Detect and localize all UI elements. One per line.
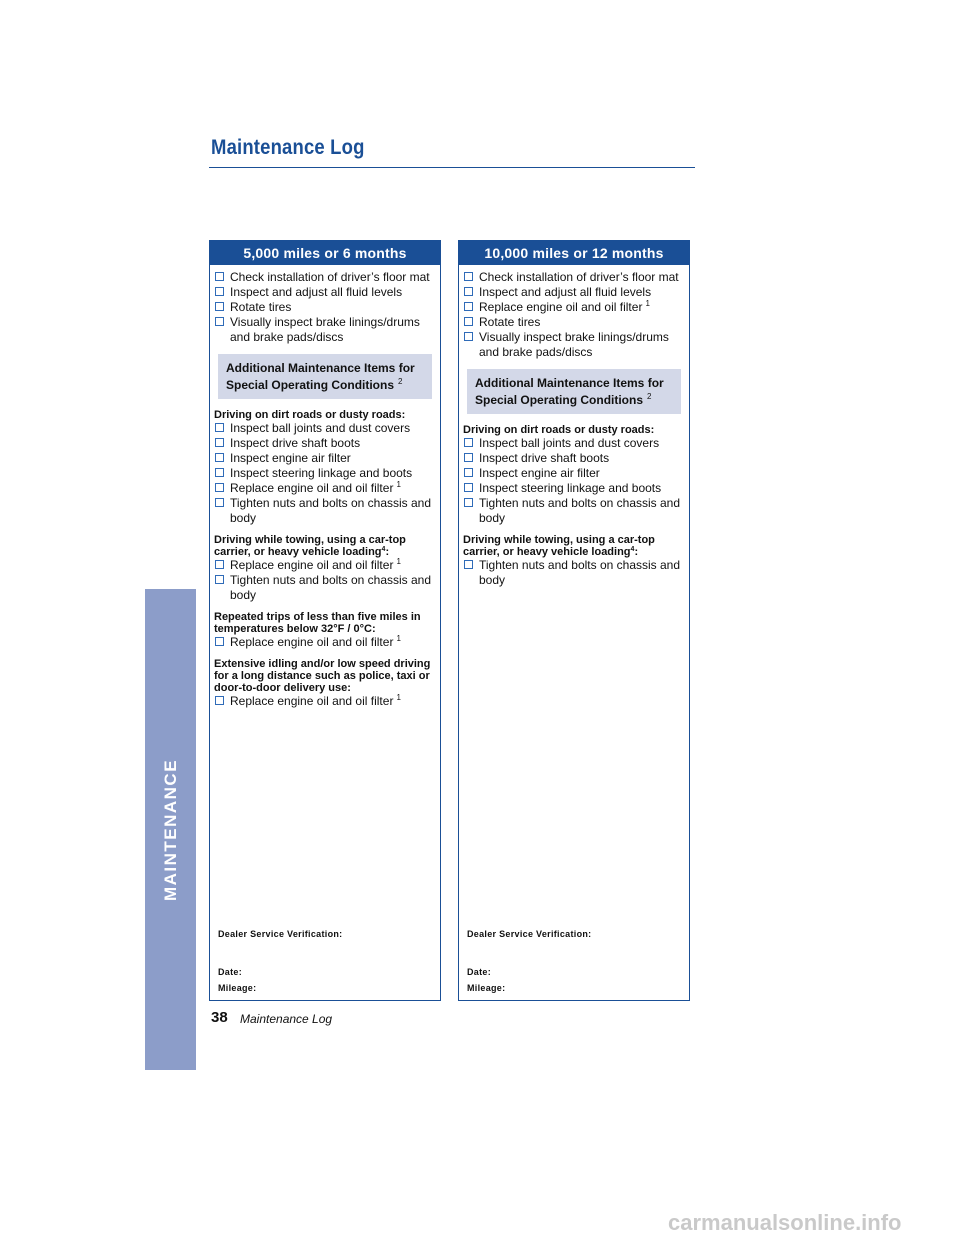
- checklist-item: [463, 451, 685, 466]
- footnote-ref: 1: [396, 480, 401, 489]
- additional-line1: Additional Maintenance Items for: [226, 361, 415, 375]
- checklist-item-text: Tighten nuts and bolts on chassis and body: [230, 573, 432, 602]
- additional-line2: Special Operating Conditions $^2$: [475, 392, 652, 407]
- checklist-item: [463, 481, 685, 496]
- condition-heading: Driving on dirt roads or dusty roads:: [214, 409, 406, 421]
- checkbox[interactable]: [464, 302, 473, 311]
- checklist-item: [463, 330, 685, 360]
- checklist-item: [214, 451, 436, 466]
- checkbox[interactable]: [215, 637, 224, 646]
- checklist-item: [214, 496, 436, 526]
- checklist-item: [214, 315, 436, 345]
- checklist-item-text: Rotate tires: [479, 315, 541, 329]
- dealer-verification-label: Dealer Service Verification:: [467, 929, 592, 939]
- checklist-item-text: Inspect and adjust all fluid levels: [230, 285, 403, 299]
- checklist-item-text: Inspect ball joints and dust covers: [230, 421, 411, 435]
- checklist-item: [463, 300, 685, 315]
- checkbox[interactable]: [464, 483, 473, 492]
- panel-header: 10,000 miles or 12 months: [459, 241, 689, 265]
- checklist-item: [214, 694, 436, 709]
- checklist-item-text: Rotate tires: [230, 300, 292, 314]
- panel-body: [459, 265, 689, 588]
- checklist-item: [463, 436, 685, 451]
- interval-panel-10000: [458, 240, 690, 1001]
- checklist-item-text: Replace engine oil and oil filter: [230, 694, 394, 708]
- checkbox[interactable]: [215, 287, 224, 296]
- checklist-item: [214, 436, 436, 451]
- checklist-item-text: Check installation of driver’s floor mat: [230, 270, 430, 284]
- checkbox[interactable]: [215, 423, 224, 432]
- checklist-item: [463, 496, 685, 526]
- checklist-item: [214, 466, 436, 481]
- checklist-item: [214, 481, 436, 496]
- page-number: 38: [211, 1009, 228, 1026]
- condition-heading: Driving on dirt roads or dusty roads:: [463, 424, 655, 436]
- checklist-item-text: Inspect engine air filter: [479, 466, 600, 480]
- checklist-item: [214, 300, 436, 315]
- condition-heading: Driving while towing, using a car-top carrier, or heavy vehicle loading$^4$:: [214, 534, 406, 558]
- additional-line1: Additional Maintenance Items for: [475, 376, 664, 390]
- checkbox[interactable]: [215, 453, 224, 462]
- checkbox[interactable]: [464, 498, 473, 507]
- additional-line2: Special Operating Conditions $^2$: [226, 377, 403, 392]
- title-divider: [209, 167, 695, 168]
- base-items: [214, 270, 436, 345]
- footnote-ref: 1: [396, 693, 401, 702]
- checklist-item: [463, 285, 685, 300]
- panel-header: 5,000 miles or 6 months: [210, 241, 440, 265]
- mileage-label: Mileage:: [467, 983, 506, 993]
- panel-body: [210, 265, 440, 709]
- checkbox[interactable]: [215, 498, 224, 507]
- checkbox[interactable]: [215, 483, 224, 492]
- mileage-label: Mileage:: [218, 983, 257, 993]
- checkbox[interactable]: [464, 317, 473, 326]
- checklist-item: [463, 558, 685, 588]
- checklist-item: [463, 315, 685, 330]
- checklist-item-text: Inspect steering linkage and boots: [230, 466, 413, 480]
- checklist-item: [214, 270, 436, 285]
- page-title: Maintenance Log: [211, 136, 365, 159]
- footer-section-label: Maintenance Log: [240, 1012, 333, 1026]
- footnote-ref: 1: [645, 299, 650, 308]
- checklist-item: [214, 573, 436, 603]
- checklist-item-text: Replace engine oil and oil filter: [230, 635, 394, 649]
- conditions: [214, 409, 436, 709]
- checklist-item-text: Visually inspect brake linings/drums and brake pads/discs: [230, 315, 420, 344]
- side-tab: [145, 589, 196, 1070]
- dealer-verification-label: Dealer Service Verification:: [218, 929, 343, 939]
- checkbox[interactable]: [464, 332, 473, 341]
- checklist-item-text: Visually inspect brake linings/drums and brake pads/discs: [479, 330, 669, 359]
- checklist-item-text: Inspect drive shaft boots: [230, 436, 361, 450]
- checklist-item: [463, 270, 685, 285]
- checklist-item-text: Inspect and adjust all fluid levels: [479, 285, 652, 299]
- additional-items-box: [467, 369, 681, 414]
- checkbox[interactable]: [215, 302, 224, 311]
- checkbox[interactable]: [464, 560, 473, 569]
- checkbox[interactable]: [215, 272, 224, 281]
- interval-panel-5000: [209, 240, 441, 1001]
- side-tab-label: MAINTENANCE: [160, 758, 180, 901]
- checklist-item: [463, 466, 685, 481]
- checkbox[interactable]: [464, 468, 473, 477]
- checkbox[interactable]: [215, 317, 224, 326]
- checklist-item-text: Replace engine oil and oil filter: [479, 300, 643, 314]
- checkbox[interactable]: [215, 468, 224, 477]
- checklist-item-text: Inspect ball joints and dust covers: [479, 436, 660, 450]
- checklist-item-text: Replace engine oil and oil filter: [230, 481, 394, 495]
- conditions: [463, 424, 685, 588]
- watermark: carmanualsonline.info: [668, 1210, 902, 1235]
- checklist-item: [214, 558, 436, 573]
- condition-heading: Driving while towing, using a car-top carrier, or heavy vehicle loading$^4$:: [463, 534, 655, 558]
- checkbox[interactable]: [464, 287, 473, 296]
- base-items: [463, 270, 685, 360]
- checkbox[interactable]: [215, 696, 224, 705]
- condition-heading: Extensive idling and/or low speed driving for a long distance such as police, taxi or door-to-door delivery use:: [214, 658, 431, 694]
- checkbox[interactable]: [215, 575, 224, 584]
- checklist-item: [214, 421, 436, 436]
- checklist-item-text: Tighten nuts and bolts on chassis and body: [479, 496, 681, 525]
- checklist-item-text: Inspect drive shaft boots: [479, 451, 610, 465]
- checklist-item-text: Check installation of driver’s floor mat: [479, 270, 679, 284]
- date-label: Date:: [218, 967, 243, 977]
- checkbox[interactable]: [464, 453, 473, 462]
- checklist-item-text: Inspect engine air filter: [230, 451, 351, 465]
- checklist-item-text: Tighten nuts and bolts on chassis and body: [230, 496, 432, 525]
- footnote-ref: 1: [396, 557, 401, 566]
- additional-items-box: [218, 354, 432, 399]
- checklist-item: [214, 285, 436, 300]
- checkbox[interactable]: [464, 272, 473, 281]
- checklist-item-text: Tighten nuts and bolts on chassis and body: [479, 558, 681, 587]
- checkbox[interactable]: [464, 438, 473, 447]
- checklist-item: [214, 635, 436, 650]
- checkbox[interactable]: [215, 438, 224, 447]
- checklist-item-text: Inspect steering linkage and boots: [479, 481, 662, 495]
- checklist-item-text: Replace engine oil and oil filter: [230, 558, 394, 572]
- checkbox[interactable]: [215, 560, 224, 569]
- condition-heading: Repeated trips of less than five miles in temperatures below 32°F / 0°C:: [214, 611, 421, 635]
- date-label: Date:: [467, 967, 492, 977]
- footnote-ref: 1: [396, 634, 401, 643]
